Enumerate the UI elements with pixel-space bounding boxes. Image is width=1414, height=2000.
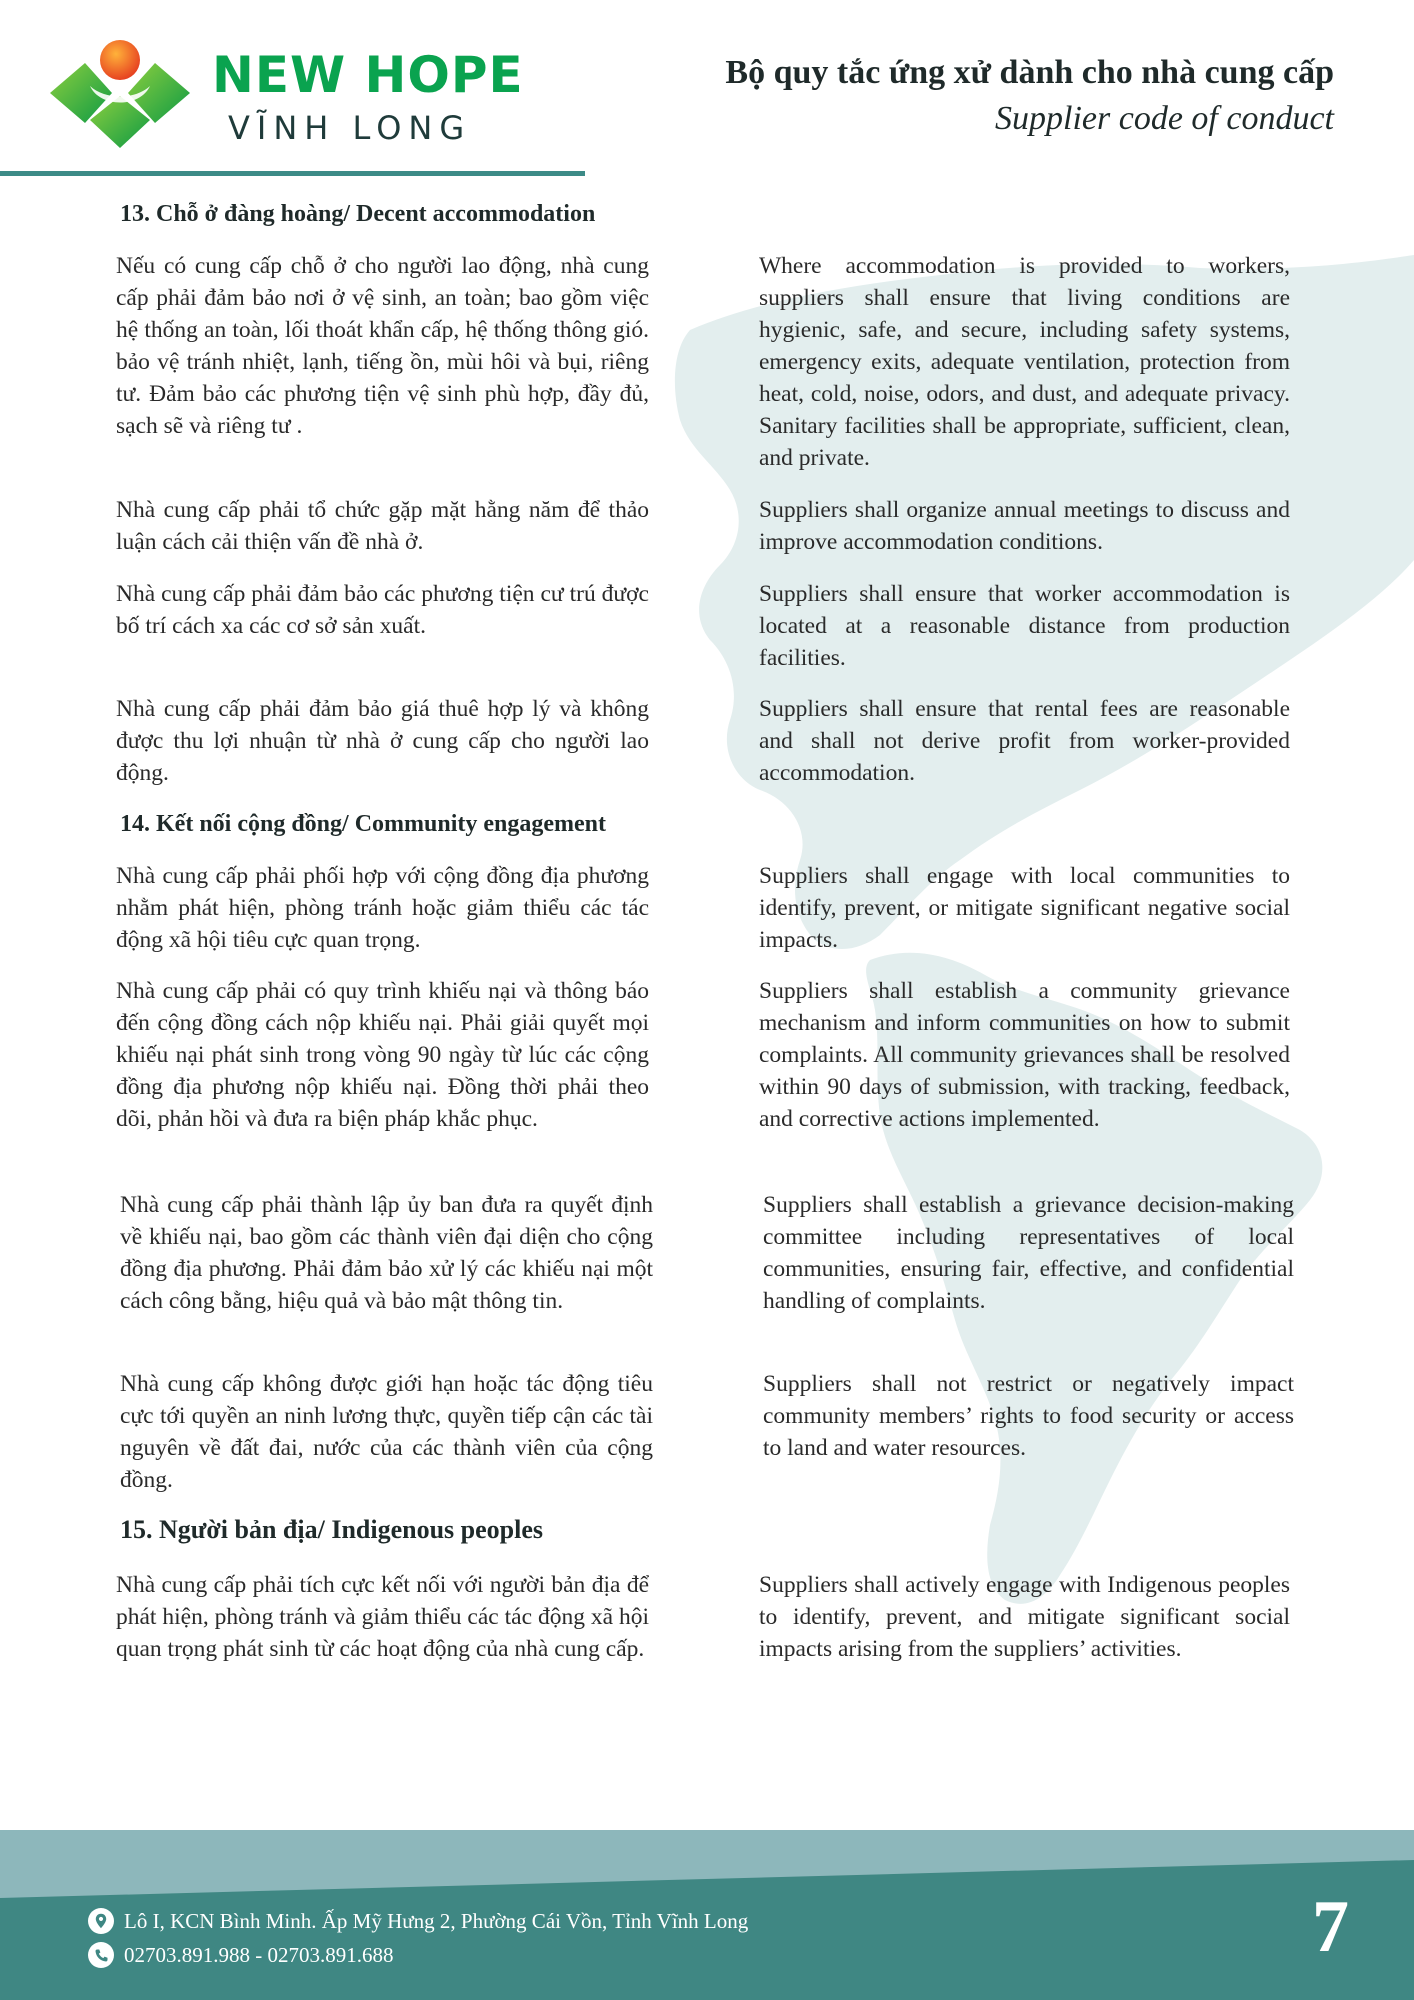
paragraph-vi: Nhà cung cấp phải đảm bảo các phương tiện cư trú được bố trí cách xa các cơ sở sản xuất. (116, 581, 649, 639)
footer-address (88, 1908, 748, 1934)
paragraph-vi: Nhà cung cấp phải đảm bảo giá thuê hợp lý và không được thu lợi nhuận từ nhà ở cung cấp cho người lao động. (116, 696, 649, 786)
paragraph-en: Suppliers shall establish a community grievance mechanism and inform communities on how to submit complaints. All community grievances shall be resolved within 90 days of submission, with tracking, feedback, and corrective actions implemented. (759, 978, 1290, 1132)
address-text: Lô I, KCN Bình Minh. Ấp Mỹ Hưng 2, Phường Cái Vồn, Tỉnh Vĩnh Long (124, 1908, 749, 1933)
paragraph-en: Suppliers shall establish a grievance decision-making committee including representatives of local communities, ensuring fair, effective, and confidential handling of complaints. (763, 1192, 1294, 1314)
paragraph-en: Suppliers shall not restrict or negatively impact community members’ rights to food security or access to land and water resources. (763, 1371, 1294, 1461)
paragraph-vi: Nhà cung cấp không được giới hạn hoặc tác động tiêu cực tới quyền an ninh lương thực, quyền tiếp cận các tài nguyên về đất đai, nước của các thành viên của cộng đồng. (120, 1371, 653, 1493)
paragraph-vi: Nhà cung cấp phải có quy trình khiếu nại và thông báo đến cộng đồng cách nộp khiếu nại. Phải giải quyết mọi khiếu nại phát sinh trong vòng 90 ngày từ lúc các cộng đồng địa phương nộp khiếu nại. Đồng thời phải theo dõi, phản hồi và đưa ra biện pháp khắc phục. (116, 978, 649, 1132)
paragraph-vi: Nhà cung cấp phải thành lập ủy ban đưa ra quyết định về khiếu nại, bao gồm các thành viên đại diện cho cộng đồng địa phương. Phải đảm bảo xử lý các khiếu nại một cách công bằng, hiệu quả và bảo mật thông tin. (120, 1192, 653, 1314)
paragraph-vi: Nhà cung cấp phải tích cực kết nối với người bản địa để phát hiện, phòng tránh và giảm thiểu các tác động xã hội quan trọng phát sinh từ các hoạt động của nhà cung cấp. (116, 1572, 649, 1662)
footer-phone (88, 1942, 394, 1968)
paragraph-en: Suppliers shall organize annual meetings to discuss and improve accommodation conditions. (759, 497, 1290, 555)
header-divider (0, 171, 585, 176)
brand-location: VĨNH LONG (228, 109, 472, 147)
page-header (0, 0, 1414, 180)
new-hope-logo-icon (50, 38, 190, 150)
paragraph-en: Suppliers shall ensure that worker accommodation is located at a reasonable distance from production facilities. (759, 581, 1290, 671)
paragraph-en: Where accommodation is provided to workers, suppliers shall ensure that living conditions are hygienic, safe, and secure, including safety systems, emergency exits, adequate ventilation, protection from heat, cold, noise, odors, and dust, and adequate privacy. Sanitary facilities shall be appropriate, sufficient, clean, and private. (759, 253, 1290, 471)
section-heading-13: 13. Chỗ ở đàng hoàng/ Decent accommodation (120, 201, 596, 227)
page-footer (0, 1830, 1414, 2000)
section-heading-14: 14. Kết nối cộng đồng/ Community engagement (120, 811, 606, 837)
paragraph-en: Suppliers shall engage with local communities to identify, prevent, or mitigate significant negative social impacts. (759, 863, 1290, 953)
paragraph-vi: Nhà cung cấp phải tổ chức gặp mặt hằng năm để thảo luận cách cải thiện vấn đề nhà ở. (116, 497, 649, 555)
paragraph-en: Suppliers shall ensure that rental fees are reasonable and shall not derive profit from worker-provided accommodation. (759, 696, 1290, 786)
page-number: 7 (1312, 1886, 1349, 1968)
brand-name: NEW HOPE (212, 46, 524, 104)
document-title: Bộ quy tắc ứng xử dành cho nhà cung cấp (725, 54, 1334, 91)
paragraph-vi: Nhà cung cấp phải phối hợp với cộng đồng địa phương nhằm phát hiện, phòng tránh hoặc giảm thiểu các tác động xã hội tiêu cực quan trọng. (116, 863, 649, 953)
phone-text: 02703.891.988 - 02703.891.688 (124, 1942, 394, 1967)
paragraph-vi: Nếu có cung cấp chỗ ở cho người lao động, nhà cung cấp phải đảm bảo nơi ở vệ sinh, an toàn; bao gồm việc hệ thống an toàn, lối thoát khẩn cấp, hệ thống thông gió. bảo vệ tránh nhiệt, lạnh, tiếng ồn, mùi hôi và bụi, riêng tư. Đảm bảo các phương tiện vệ sinh phù hợp, đầy đủ, sạch sẽ và riêng tư . (116, 253, 649, 439)
document-subtitle: Supplier code of conduct (995, 100, 1334, 137)
phone-icon (88, 1942, 114, 1968)
paragraph-en: Suppliers shall actively engage with Indigenous peoples to identify, prevent, and mitigate significant social impacts arising from the suppliers’ activities. (759, 1572, 1290, 1662)
location-pin-icon (88, 1908, 114, 1934)
section-heading-15: 15. Người bản địa/ Indigenous peoples (120, 1515, 544, 1544)
